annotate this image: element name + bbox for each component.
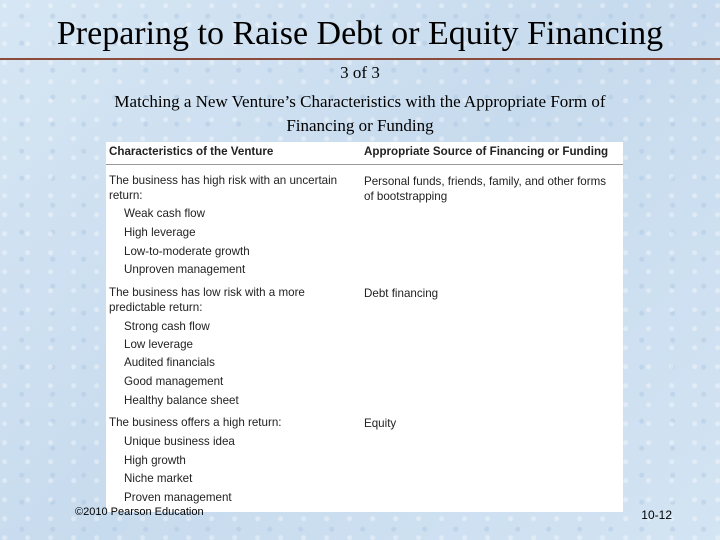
group-1-item: Weak cash flow xyxy=(124,207,205,220)
table-header-row xyxy=(106,142,623,165)
group-2-source: Debt financing xyxy=(364,287,439,300)
group-2-characteristic-line-2: predictable return: xyxy=(109,301,203,314)
group-1-characteristic-line-2: return: xyxy=(109,189,143,202)
group-1-item: High leverage xyxy=(124,226,196,239)
slide-title: Preparing to Raise Debt or Equity Financing xyxy=(56,15,664,52)
table-heading xyxy=(40,90,680,138)
table-heading-line-1: Matching a New Venture’s Characteristics with the Appropriate Form of xyxy=(114,92,606,111)
group-2-item: Audited financials xyxy=(124,356,215,369)
title-divider xyxy=(0,58,720,60)
group-3-item: Niche market xyxy=(124,472,193,485)
group-3-item: Proven management xyxy=(124,491,232,504)
header-characteristics: Characteristics of the Venture xyxy=(109,145,274,158)
slide-subtitle: 3 of 3 xyxy=(340,63,380,82)
group-2-item: Healthy balance sheet xyxy=(124,394,239,407)
group-1-characteristic-line-1: The business has high risk with an uncertain xyxy=(109,174,338,187)
copyright-notice: ©2010 Pearson Education xyxy=(75,506,204,518)
group-2-characteristic-line-1: The business has low risk with a more xyxy=(109,286,305,299)
table-heading-line-2: Financing or Funding xyxy=(286,116,434,135)
group-1-source-line-1: Personal funds, friends, family, and other forms xyxy=(364,175,607,188)
group-2-item: Strong cash flow xyxy=(124,320,210,333)
group-3-item: Unique business idea xyxy=(124,435,235,448)
header-source: Appropriate Source of Financing or Funding xyxy=(364,145,609,158)
group-3-item: High growth xyxy=(124,454,186,467)
group-3-characteristic: The business offers a high return: xyxy=(109,416,282,429)
group-2-item: Low leverage xyxy=(124,338,193,351)
financing-table xyxy=(106,142,623,512)
slide-number: 10-12 xyxy=(641,508,672,522)
group-1-item: Unproven management xyxy=(124,263,246,276)
group-1-item: Low-to-moderate growth xyxy=(124,245,250,258)
group-2-item: Good management xyxy=(124,375,224,388)
group-3-source: Equity xyxy=(364,417,397,430)
group-1-source-line-2: of bootstrapping xyxy=(364,190,448,203)
